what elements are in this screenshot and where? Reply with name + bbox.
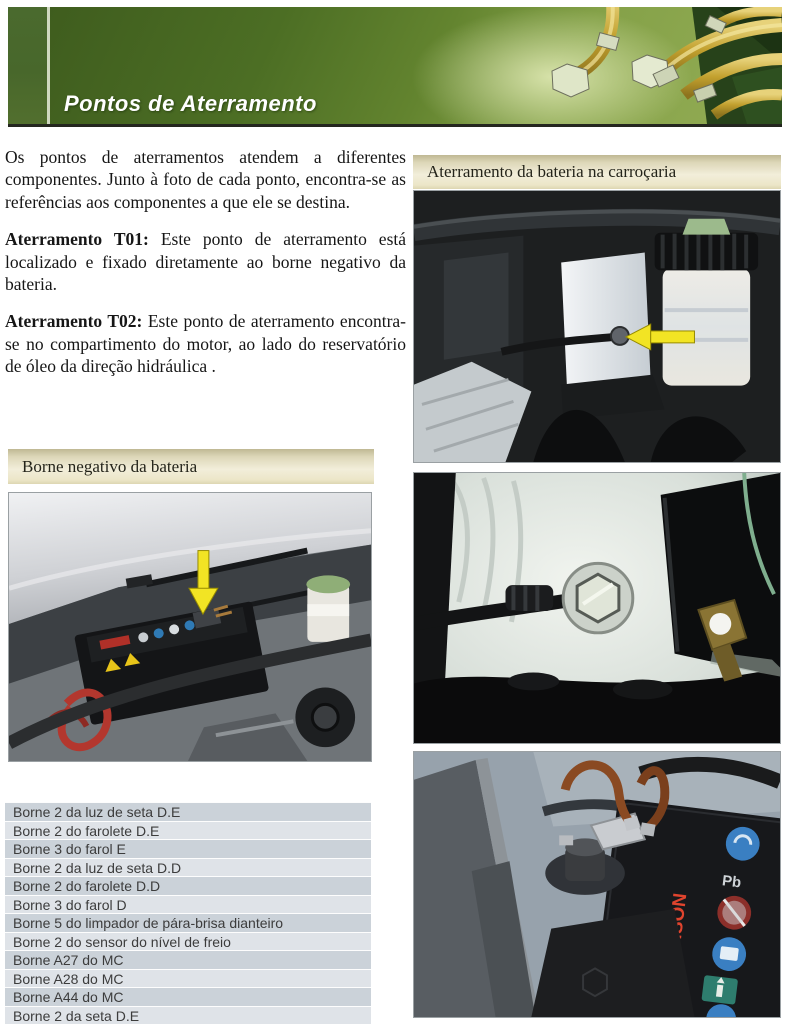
photo-ground-bolt-closeup: [413, 472, 781, 744]
note-t01-text: Este ponto de aterramento está localizado e fixado diretamente ao borne negativo da bateria.: [5, 229, 407, 295]
note-t01: [5, 228, 406, 295]
photo-negative-terminal: [8, 492, 372, 762]
banner-accent-block: [8, 7, 47, 124]
caption-negative-terminal: Borne negativo da bateria: [8, 449, 374, 484]
page-title: Pontos de Aterramento: [64, 91, 317, 116]
svg-text:Pb: Pb: [721, 873, 742, 892]
list-item: Borne 2 da luz de seta D.D: [5, 858, 371, 877]
note-t02-label: Aterramento T02:: [5, 311, 143, 332]
ground-points-table: [5, 802, 371, 1024]
photo-battery-body-ground: [413, 190, 781, 463]
list-item: Borne A44 do MC: [5, 987, 371, 1006]
list-item: Borne 2 do farolete D.E: [5, 821, 371, 840]
list-item: Borne 5 do limpador de pára-brisa dianteiro: [5, 913, 371, 932]
note-t02: [5, 310, 406, 377]
list-item: Borne 3 do farol E: [5, 839, 371, 858]
list-item: Borne 2 do farolete D.D: [5, 876, 371, 895]
photo-battery-negative-detail: [413, 751, 781, 1018]
list-item: Borne A28 do MC: [5, 969, 371, 988]
banner-photo-strip: [50, 7, 782, 124]
caption-battery-body-ground: Aterramento da bateria na carroçaria: [413, 155, 781, 189]
note-t01-label: Aterramento T01:: [5, 229, 149, 250]
body-text-column: [5, 146, 406, 393]
list-item: Borne 2 da seta D.E: [5, 1006, 371, 1025]
list-item: Borne 2 da luz de seta D.E: [5, 802, 371, 821]
list-item: Borne 3 do farol D: [5, 895, 371, 914]
note-t02-text: Este ponto de aterramento encontra-se no compartimento do motor, ao lado do reservatório de óleo da direção hidráulica .: [5, 311, 406, 377]
intro-paragraph: Os pontos de aterramentos atendem a diferentes componentes. Junto à foto de cada ponto, encontra-se as referências aos componentes a que ele se destina.: [5, 147, 406, 212]
header-banner: [8, 7, 782, 127]
engine-tubes-illustration: [362, 7, 782, 124]
list-item: Borne 2 do sensor do nível de freio: [5, 932, 371, 951]
list-item: Borne A27 do MC: [5, 950, 371, 969]
